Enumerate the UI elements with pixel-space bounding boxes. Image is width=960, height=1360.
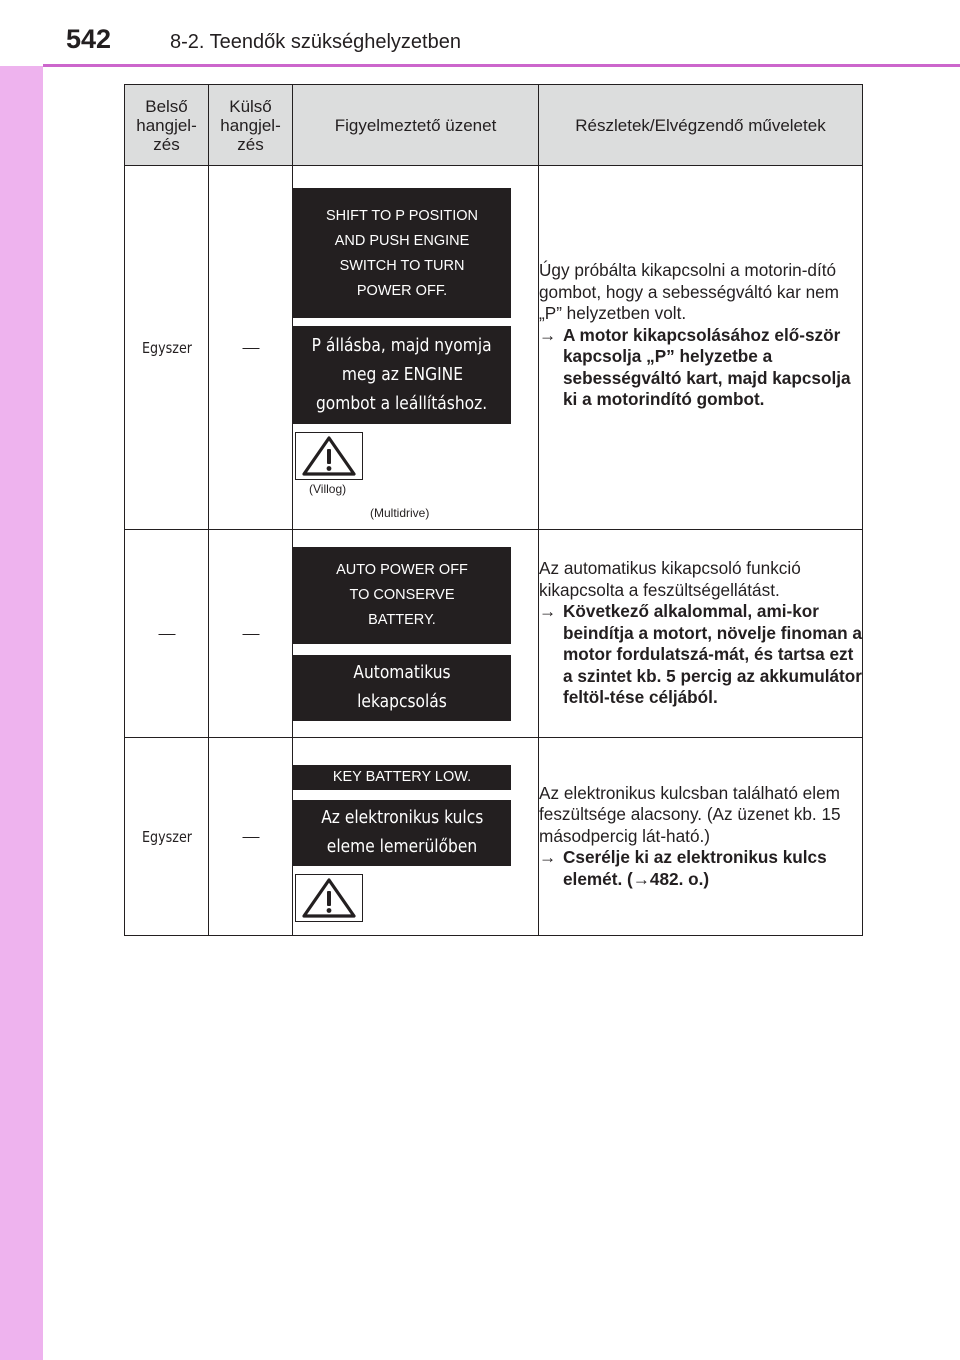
section-title: 8-2. Teendők szükséghelyzetben <box>170 31 461 53</box>
table-row <box>125 738 863 936</box>
message-cell <box>293 166 539 530</box>
external-sound-cell <box>215 738 286 936</box>
table-row <box>125 530 863 738</box>
display-message-en: KEY BATTERY LOW. <box>293 765 511 790</box>
warning-table <box>124 84 863 936</box>
display-message-hu: Automatikus lekapcsolás az akku kímélésére. <box>293 655 511 721</box>
header-details: Részletek/Elvégzendő műveletek <box>539 85 863 166</box>
blink-label: (Villog) <box>309 482 347 496</box>
arrow-icon: → <box>539 324 557 345</box>
header-warning-message: Figyelmeztető üzenet <box>293 85 539 166</box>
arrow-icon: → <box>539 601 557 622</box>
header-external-sound: Külső hangjel- zés <box>209 85 293 166</box>
dash-mark <box>158 634 175 635</box>
multidrive-label: (Multidrive) <box>370 506 430 520</box>
internal-sound-cell: Egyszer <box>131 166 202 530</box>
header-internal-sound: Belső hangjel- zés <box>125 85 209 166</box>
display-message-hu: P állásba, majd nyomja meg az ENGINE gombot a leállításhoz. <box>293 326 511 424</box>
display-message-hu: Az elektronikus kulcs eleme lemerülőben van. <box>293 800 511 866</box>
external-sound-cell <box>215 530 286 738</box>
header-background <box>0 0 960 66</box>
internal-sound-cell: Egyszer <box>131 738 202 936</box>
warning-indicator <box>295 432 363 480</box>
display-message-en: SHIFT TO P POSITION AND PUSH ENGINE SWITCH TO TURN POWER OFF. <box>293 188 511 318</box>
details-cell <box>539 166 863 530</box>
dash-mark <box>242 634 259 635</box>
display-message-en: AUTO POWER OFF TO CONSERVE BATTERY. <box>293 547 511 644</box>
table-header-row <box>125 85 863 166</box>
external-sound-cell <box>215 166 286 530</box>
dash-mark <box>242 348 259 349</box>
header-rule <box>43 64 960 67</box>
action-text: → Következő alkalommal, ami-kor beindítja a motort, növelje finoman a motor fordulatszá-mát, és tartsa ezt a szintet kb. 5 percig az akkumulátor feltöl-tése céljából. <box>539 601 862 708</box>
internal-sound-cell <box>131 530 202 738</box>
detail-text: Úgy próbálta kikapcsolni a motorin-dító gombot, hogy a sebességváltó kar nem „P” helyzetben volt. <box>539 260 840 324</box>
reference-arrow: → <box>632 868 650 889</box>
arrow-icon: → <box>539 847 557 868</box>
message-cell <box>293 738 539 936</box>
message-cell <box>293 530 539 741</box>
details-cell <box>539 738 863 936</box>
page-number: 542 <box>66 24 112 54</box>
details-cell <box>539 530 863 738</box>
detail-text: Az elektronikus kulcsban található elem feszültsége alacsony. (Az üzenet kb. 15 másodpercig lát-ható.) <box>539 782 841 846</box>
action-text: → A motor kikapcsolásához elő-ször kapcsolja „P” helyzetbe a sebességváltó kart, majd kapcsolja ki a motorindító gombot. <box>539 324 851 410</box>
dash-mark <box>242 837 259 838</box>
side-color-strip <box>0 0 43 1360</box>
warning-triangle-icon <box>300 435 358 477</box>
table-row <box>125 166 863 530</box>
detail-text: Az automatikus kikapcsoló funkció kikapcsolta a feszültségellátást. <box>539 558 801 600</box>
action-text: → Cserélje ki az elektronikus kulcs elemét. (→482. o.) <box>539 847 827 889</box>
